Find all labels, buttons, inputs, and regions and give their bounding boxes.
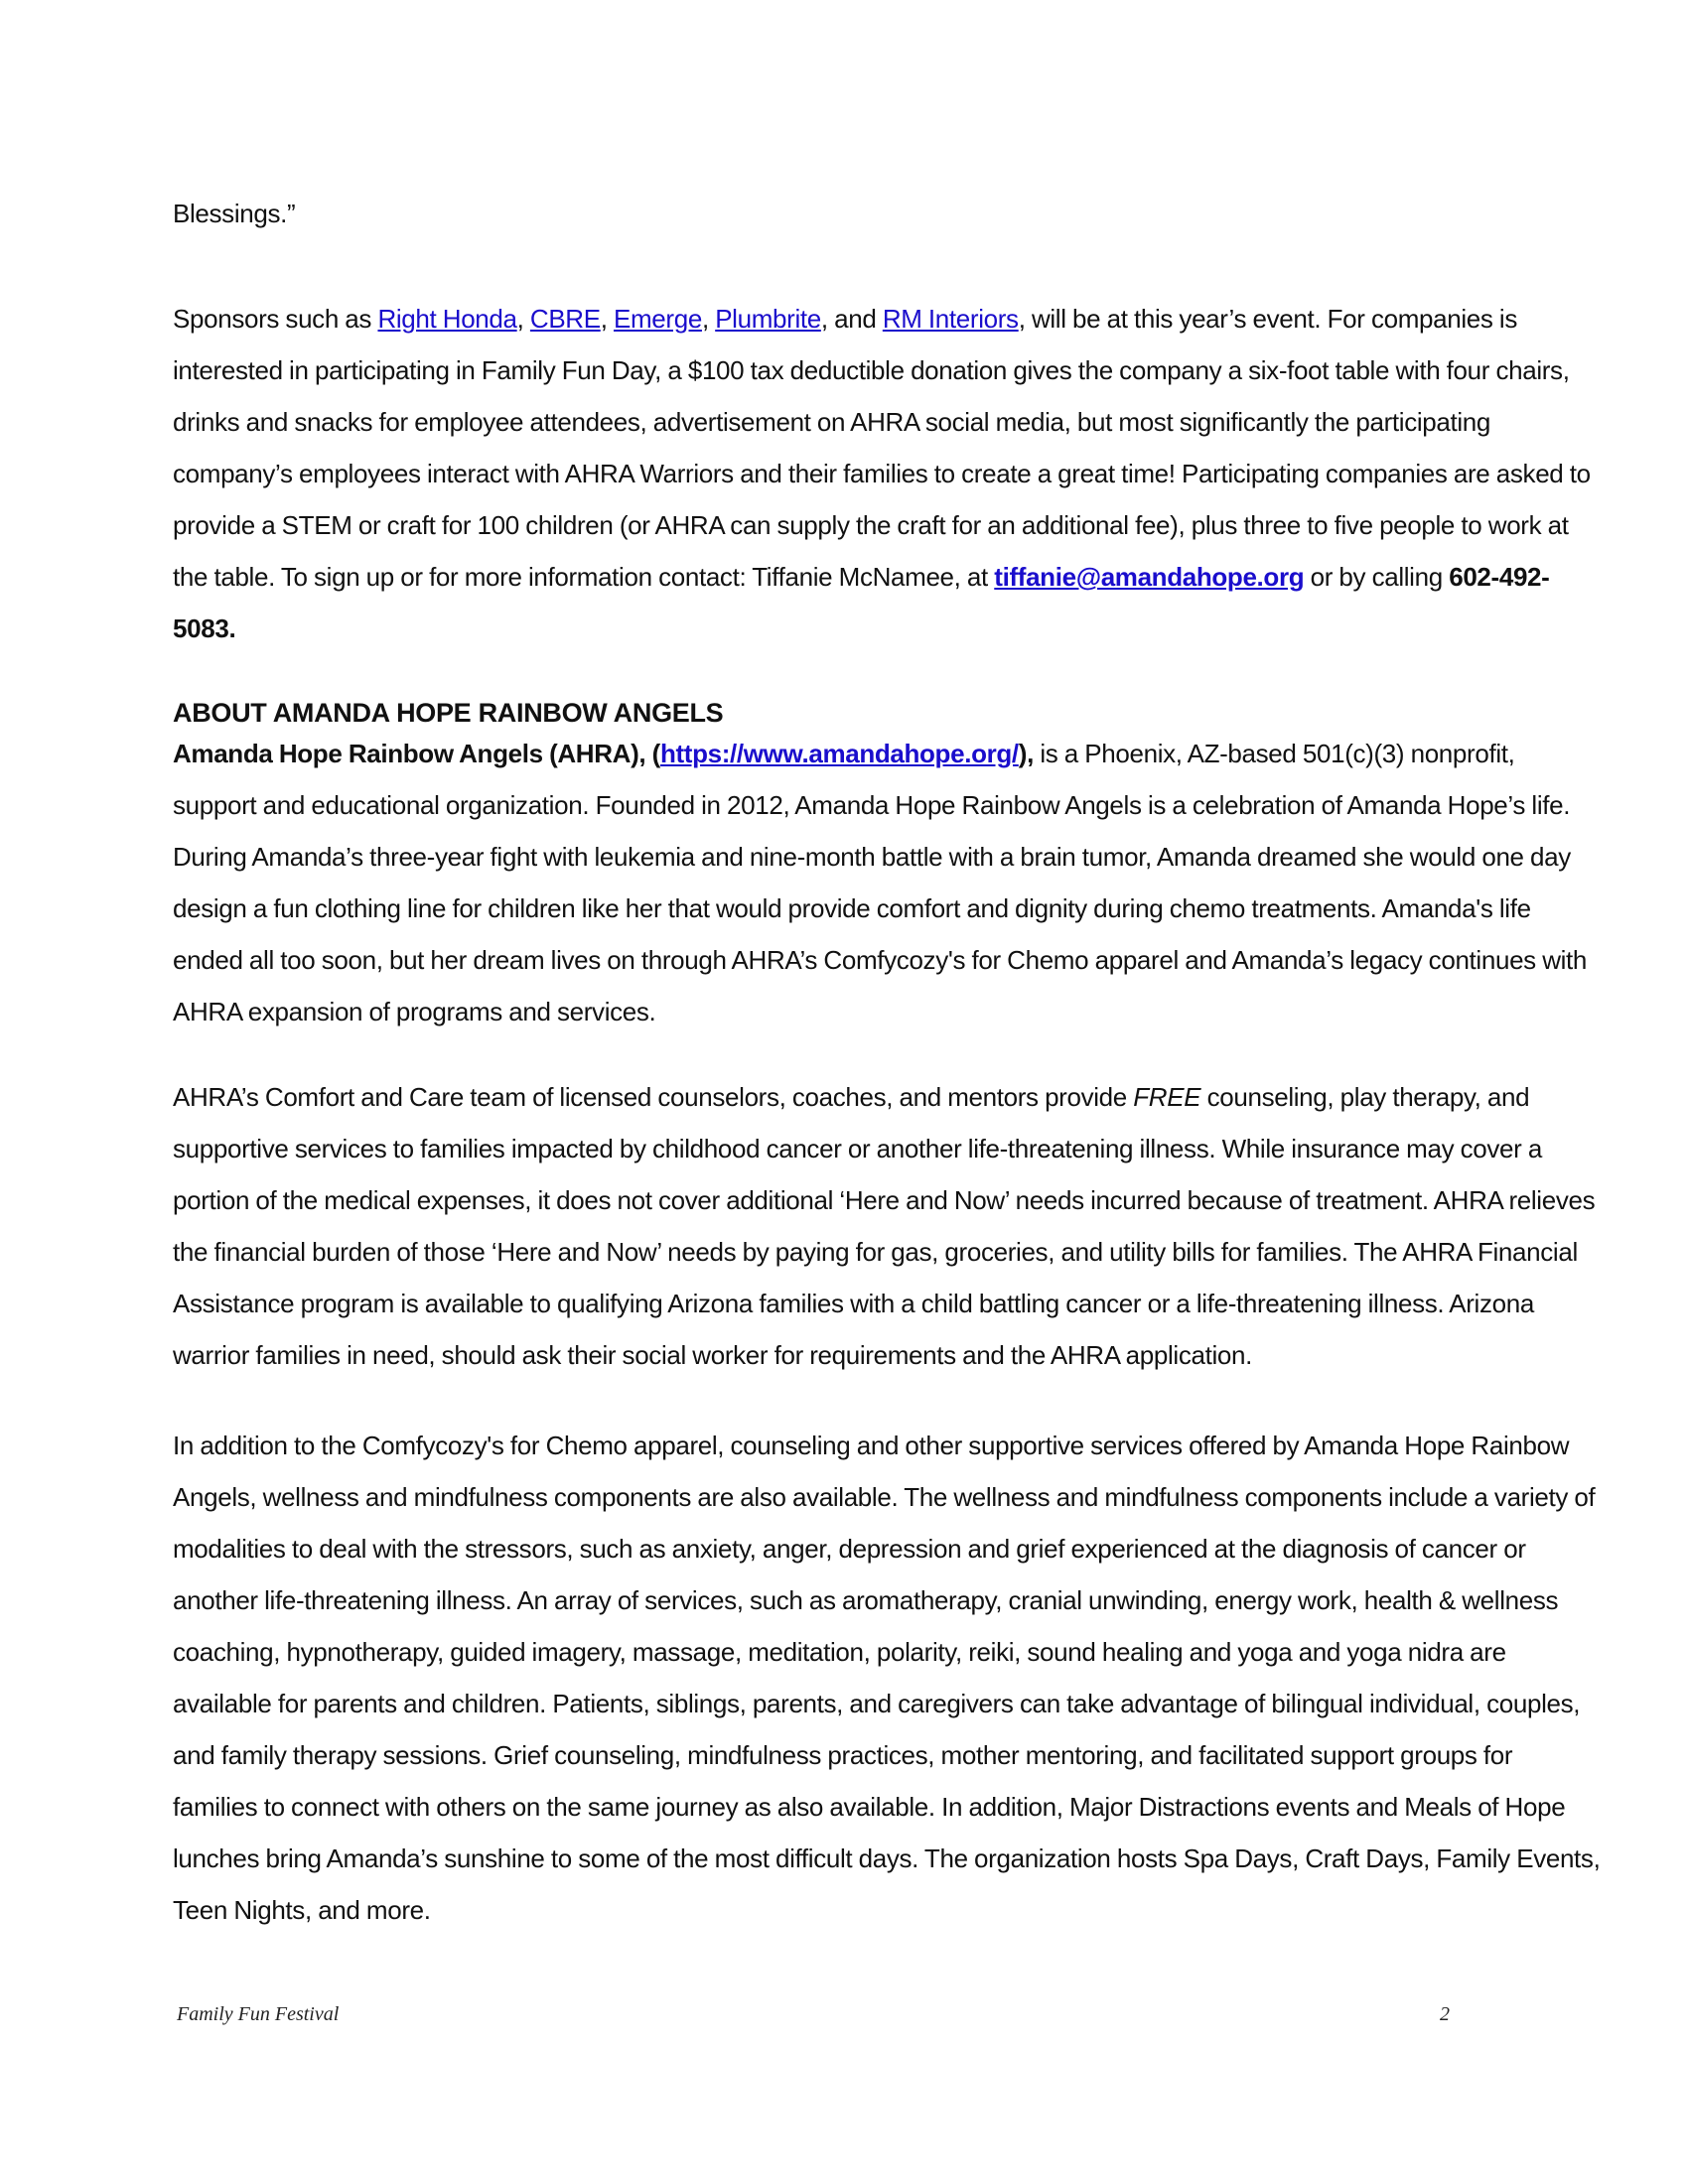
footer-page-number: 2 <box>1440 2003 1450 2025</box>
about-paragraph-3 <box>173 1420 1603 1936</box>
about-paragraph-2 <box>173 1071 1603 1381</box>
separator: , <box>701 304 716 334</box>
sponsors-intro: Sponsors such as <box>173 304 378 334</box>
about-p1-text: is a Phoenix, AZ-based 501(c)(3) nonprofit, support and educational organization. Founded in 2012, Amanda Hope Rainbow Angels is a celebration of Amanda Hope’s life. During Amanda’s three-year fight with leukemia and nine-month battle with a brain tumor, Amanda dreamed she would one day design a fun clothing line for children like her that would provide comfort and dignity during chemo treatments. Amanda's life ended all too soon, but her dream lives on through AHRA’s Comfycozy's for Chemo apparel and Amanda’s legacy continues with AHRA expansion of programs and services. <box>173 739 1588 1026</box>
footer-title: Family Fun Festival <box>177 2003 340 2025</box>
link-emerge[interactable]: Emerge <box>613 304 702 334</box>
link-cbre[interactable]: CBRE <box>529 304 601 334</box>
about-paragraph-1 <box>173 728 1603 1037</box>
org-name: Amanda Hope Rainbow Angels (AHRA), ( <box>173 739 660 768</box>
org-close: ), <box>1018 739 1034 768</box>
email-link[interactable]: tiffanie@amandahope.org <box>994 562 1305 592</box>
link-rm-interiors[interactable]: RM Interiors <box>882 304 1019 334</box>
blessings-line <box>173 188 1603 239</box>
separator: , <box>600 304 614 334</box>
about-heading: ABOUT AMANDA HOPE RAINBOW ANGELS <box>173 698 724 728</box>
separator: , <box>516 304 530 334</box>
sponsors-paragraph <box>173 293 1603 654</box>
free-emphasis: FREE <box>1133 1082 1201 1112</box>
about-p3-text: In addition to the Comfycozy's for Chemo apparel, counseling and other supportive services offered by Amanda Hope Rainbow Angels, wellness and mindfulness components are also available. The wellness and mindfulness components include a variety of modalities to deal with the stressors, such as anxiety, anger, depression and grief experienced at the diagnosis of cancer or another life-threatening illness. An array of services, such as aromatherapy, cranial unwinding, energy work, health & wellness coaching, hypnotherapy, guided imagery, massage, meditation, polarity, reiki, sound healing and yoga and yoga nidra are available for parents and children. Patients, siblings, parents, and caregivers can take advantage of bilingual individual, couples, and family therapy sessions. Grief counseling, mindfulness practices, mother mentoring, and facilitated support groups for families to connect with others on the same journey as also available. In addition, Major Distractions events and Meals of Hope lunches bring Amanda’s sunshine to some of the most difficult days. The organization hosts Spa Days, Craft Days, Family Events, Teen Nights, and more. <box>173 1431 1601 1925</box>
or-calling-text: or by calling <box>1304 562 1450 592</box>
sponsors-body: , will be at this year’s event. For companies is interested in participating in Family Fun Day, a $100 tax deductible donation gives the company a six-foot table with four chairs, drinks and snacks for employee attendees, advertisement on AHRA social media, but most significantly the participating company’s employees interact with AHRA Warriors and their families to create a great time! Participating companies are asked to provide a STEM or craft for 100 children (or AHRA can supply the craft for an additional fee), plus three to five people to work at the table. To sign up or for more information contact: Tiffanie McNamee, at <box>173 304 1591 592</box>
link-right-honda[interactable]: Right Honda <box>377 304 517 334</box>
link-plumbrite[interactable]: Plumbrite <box>715 304 821 334</box>
website-link[interactable]: https://www.amandahope.org/ <box>659 739 1019 768</box>
phone-number: 602-492-5083. <box>173 562 1550 643</box>
about-p2-text-b: counseling, play therapy, and supportive services to families impacted by childhood cancer or another life-threatening illness. While insurance may cover a portion of the medical expenses, it does not cover additional ‘Here and Now’ needs incurred because of treatment. AHRA relieves the financial burden of those ‘Here and Now’ needs by paying for gas, groceries, and utility bills for families. The AHRA Financial Assistance program is available to qualifying Arizona families with a child battling cancer or a life-threatening illness. Arizona warrior families in need, should ask their social worker for requirements and the AHRA application. <box>173 1082 1596 1370</box>
blessings-text: Blessings.” <box>173 199 296 228</box>
about-p2-text-a: AHRA’s Comfort and Care team of licensed counselors, coaches, and mentors provide <box>173 1082 1134 1112</box>
separator-and: , and <box>820 304 883 334</box>
